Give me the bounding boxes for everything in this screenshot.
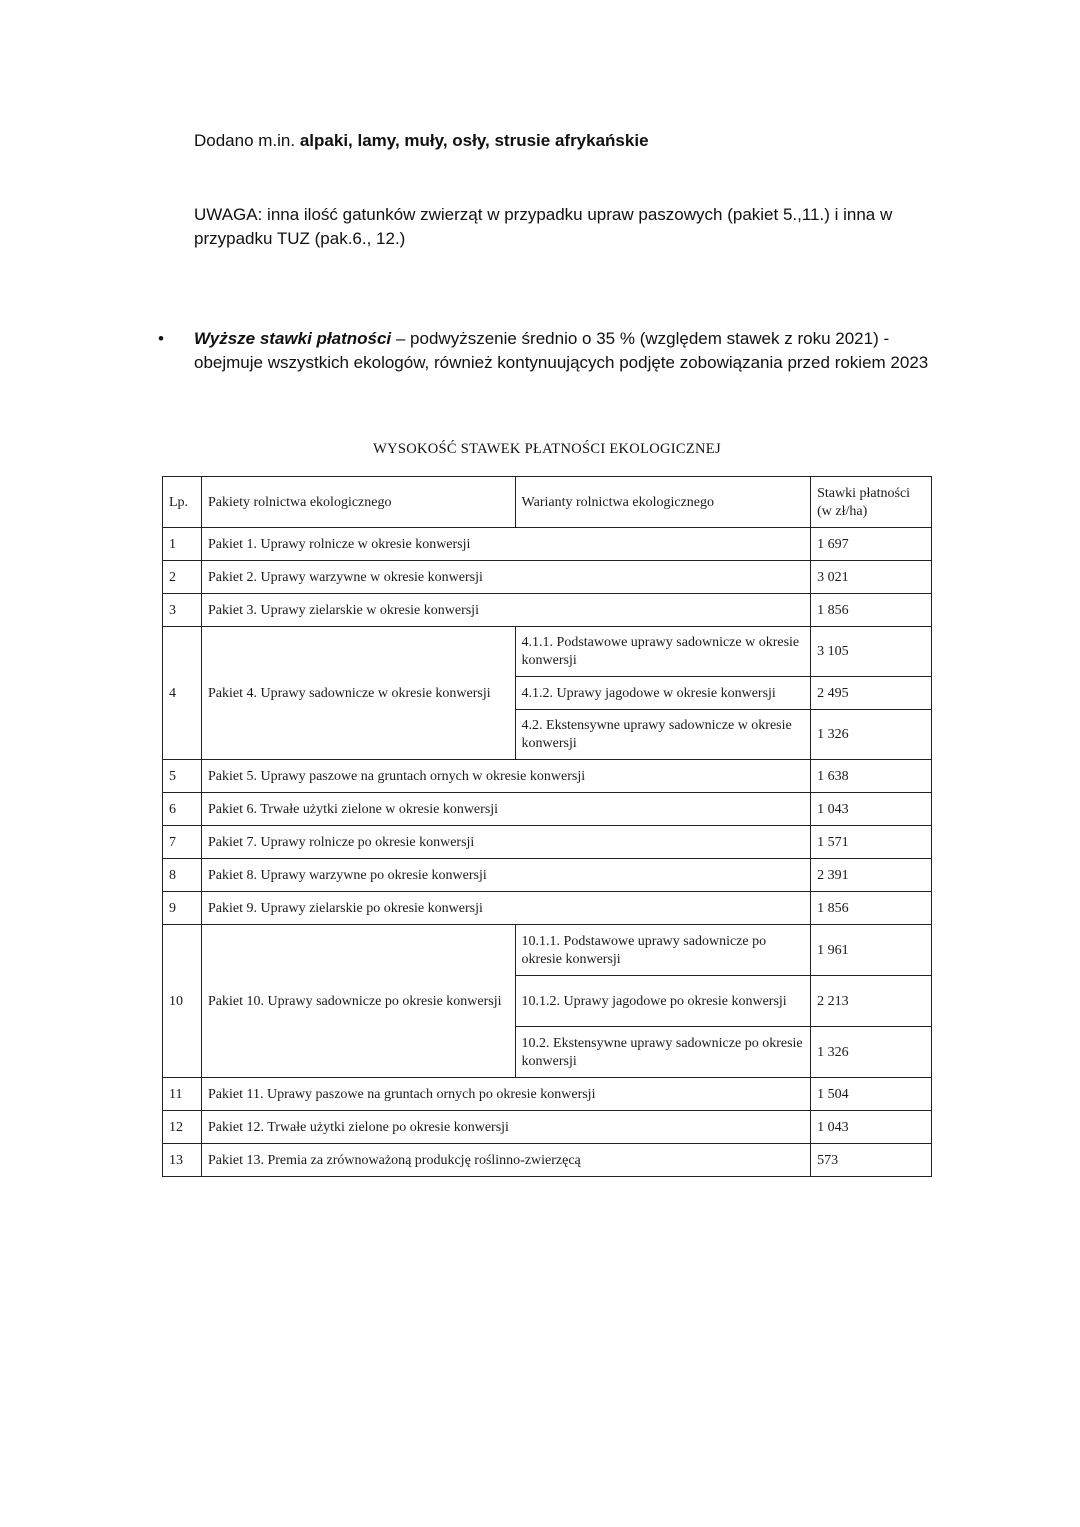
table-row bbox=[163, 1144, 932, 1177]
row-lp: 8 bbox=[163, 859, 202, 892]
row-package: Pakiet 5. Uprawy paszowe na gruntach ornych w okresie konwersji bbox=[201, 760, 810, 793]
added-species-paragraph bbox=[194, 129, 954, 153]
row-lp: 7 bbox=[163, 826, 202, 859]
row-variant: 4.2. Ekstensywne uprawy sadownicze w okresie konwersji bbox=[515, 710, 811, 760]
row-lp: 1 bbox=[163, 528, 202, 561]
higher-rates-paragraph bbox=[194, 327, 954, 375]
row-lp: 9 bbox=[163, 892, 202, 925]
row-lp: 11 bbox=[163, 1078, 202, 1111]
row-package: Pakiet 1. Uprawy rolnicze w okresie konwersji bbox=[201, 528, 810, 561]
row-package: Pakiet 9. Uprawy zielarskie po okresie konwersji bbox=[201, 892, 810, 925]
row-rate: 3 021 bbox=[811, 561, 932, 594]
table-row bbox=[163, 1111, 932, 1144]
table-row bbox=[163, 594, 932, 627]
row-rate: 2 495 bbox=[811, 677, 932, 710]
row-lp: 3 bbox=[163, 594, 202, 627]
row-rate: 573 bbox=[811, 1144, 932, 1177]
payment-rates-table bbox=[162, 476, 932, 1177]
row-rate: 1 504 bbox=[811, 1078, 932, 1111]
higher-rates-heading: Wyższe stawki płatności bbox=[194, 329, 392, 348]
row-rate: 1 638 bbox=[811, 760, 932, 793]
row-package: Pakiet 7. Uprawy rolnicze po okresie konwersji bbox=[201, 826, 810, 859]
row-rate: 1 856 bbox=[811, 892, 932, 925]
row-package: Pakiet 11. Uprawy paszowe na gruntach ornych po okresie konwersji bbox=[201, 1078, 810, 1111]
row-package: Pakiet 4. Uprawy sadownicze w okresie konwersji bbox=[201, 627, 515, 760]
row-lp: 5 bbox=[163, 760, 202, 793]
row-variant: 10.1.2. Uprawy jagodowe po okresie konwersji bbox=[515, 976, 811, 1027]
row-lp: 2 bbox=[163, 561, 202, 594]
row-variant: 4.1.2. Uprawy jagodowe w okresie konwersji bbox=[515, 677, 811, 710]
table-row bbox=[163, 1078, 932, 1111]
row-rate: 1 697 bbox=[811, 528, 932, 561]
header-packages: Pakiety rolnictwa ekologicznego bbox=[201, 477, 515, 528]
table-row bbox=[163, 627, 932, 677]
row-rate: 2 391 bbox=[811, 859, 932, 892]
row-rate: 3 105 bbox=[811, 627, 932, 677]
table-row bbox=[163, 892, 932, 925]
row-rate: 1 961 bbox=[811, 925, 932, 976]
row-rate: 1 043 bbox=[811, 793, 932, 826]
header-variants: Warianty rolnictwa ekologicznego bbox=[515, 477, 811, 528]
row-lp: 10 bbox=[163, 925, 202, 1078]
row-lp: 4 bbox=[163, 627, 202, 760]
table-row bbox=[163, 528, 932, 561]
row-package: Pakiet 10. Uprawy sadownicze po okresie konwersji bbox=[201, 925, 515, 1078]
row-rate: 2 213 bbox=[811, 976, 932, 1027]
row-lp: 12 bbox=[163, 1111, 202, 1144]
table-row bbox=[163, 859, 932, 892]
table-row bbox=[163, 561, 932, 594]
row-rate: 1 326 bbox=[811, 710, 932, 760]
note-paragraph: UWAGA: inna ilość gatunków zwierząt w przypadku upraw paszowych (pakiet 5.,11.) i inna w przypadku TUZ (pak.6., 12.) bbox=[194, 205, 893, 248]
row-variant: 10.1.1. Podstawowe uprawy sadownicze po okresie konwersji bbox=[515, 925, 811, 976]
row-package: Pakiet 6. Trwałe użytki zielone w okresie konwersji bbox=[201, 793, 810, 826]
table-row bbox=[163, 793, 932, 826]
row-rate: 1 326 bbox=[811, 1027, 932, 1078]
row-package: Pakiet 12. Trwałe użytki zielone po okresie konwersji bbox=[201, 1111, 810, 1144]
table-title: WYSOKOŚĆ STAWEK PŁATNOŚCI EKOLOGICZNEJ bbox=[373, 441, 721, 457]
row-package: Pakiet 3. Uprawy zielarskie w okresie konwersji bbox=[201, 594, 810, 627]
row-rate: 1 571 bbox=[811, 826, 932, 859]
row-lp: 6 bbox=[163, 793, 202, 826]
row-package: Pakiet 13. Premia za zrównoważoną produkcję roślinno-zwierzęcą bbox=[201, 1144, 810, 1177]
table-header-row bbox=[163, 477, 932, 528]
row-variant: 4.1.1. Podstawowe uprawy sadownicze w okresie konwersji bbox=[515, 627, 811, 677]
bullet-icon: • bbox=[158, 329, 164, 348]
table-row bbox=[163, 925, 932, 976]
header-rates: Stawki płatności (w zł/ha) bbox=[811, 477, 932, 528]
row-package: Pakiet 2. Uprawy warzywne w okresie konwersji bbox=[201, 561, 810, 594]
header-lp: Lp. bbox=[163, 477, 202, 528]
row-variant: 10.2. Ekstensywne uprawy sadownicze po okresie konwersji bbox=[515, 1027, 811, 1078]
table-row bbox=[163, 760, 932, 793]
row-package: Pakiet 8. Uprawy warzywne po okresie konwersji bbox=[201, 859, 810, 892]
row-rate: 1 856 bbox=[811, 594, 932, 627]
added-species-list: alpaki, lamy, muły, osły, strusie afrykańskie bbox=[299, 131, 649, 150]
higher-rates-text: – podwyższenie średnio o 35 % (względem stawek z roku 2021) - obejmuje wszystkich ekologów, również kontynuujących podjęte zobowiązania przed rokiem 2023 bbox=[194, 329, 929, 372]
table-row bbox=[163, 826, 932, 859]
row-lp: 13 bbox=[163, 1144, 202, 1177]
row-rate: 1 043 bbox=[811, 1111, 932, 1144]
added-prefix: Dodano m.in. bbox=[194, 131, 300, 150]
